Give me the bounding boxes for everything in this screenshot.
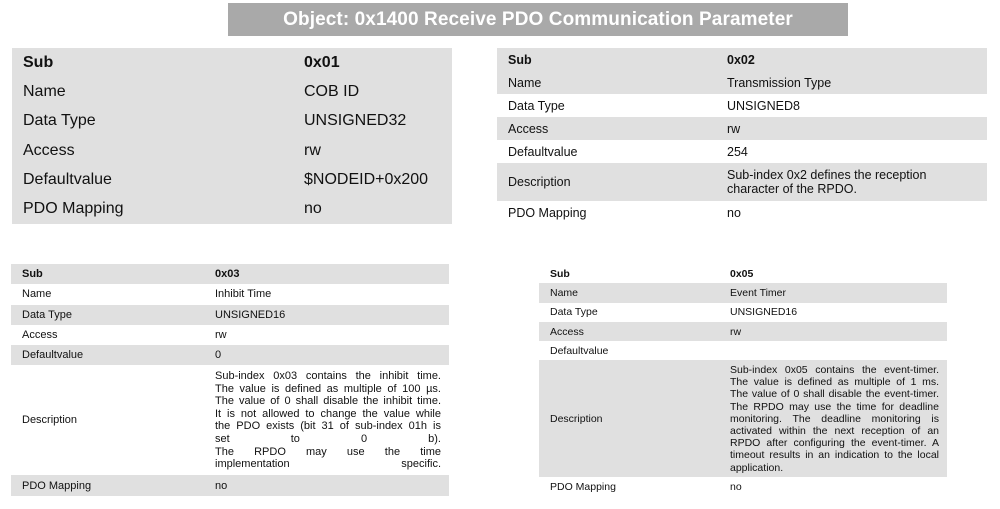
pdo-mapping-value: no: [293, 194, 452, 223]
pdo-mapping-value: no: [716, 201, 987, 224]
description-line: RPDO after configuring the event-timer. A: [730, 437, 939, 450]
table-row: [11, 264, 449, 284]
table-row: [539, 322, 947, 341]
sub-value: 0x05: [719, 264, 947, 283]
access-value: rw: [719, 322, 947, 341]
access-value: rw: [716, 117, 987, 140]
description-line: application.: [730, 461, 784, 474]
table-row: [539, 477, 947, 496]
table-row: [12, 165, 452, 194]
sub-value: 0x03: [204, 264, 449, 284]
data-type-label: Data Type: [11, 305, 204, 325]
description-line: It is not allowed to change the value while: [215, 407, 441, 420]
sub-value: 0x01: [293, 48, 452, 77]
table-row: [497, 71, 987, 94]
default-value: $NODEID+0x200: [293, 165, 452, 194]
default-value: 0: [204, 345, 449, 365]
default-label: Defaultvalue: [539, 341, 719, 360]
description-line: monitoring. The deadline monitoring is: [730, 412, 939, 425]
table-row: [11, 284, 449, 304]
sub-label: Sub: [539, 264, 719, 283]
table-row: [12, 107, 452, 136]
table-row: [539, 283, 947, 302]
name-label: Name: [539, 283, 719, 302]
param-table-sub-03: [11, 264, 449, 496]
description-line: Sub-index 0x03 contains the inhibit time.: [215, 370, 441, 383]
param-table-sub-01: [12, 48, 452, 224]
table-row: [11, 475, 449, 495]
table-row: [497, 117, 987, 140]
sub-label: Sub: [11, 264, 204, 284]
access-label: Access: [539, 322, 719, 341]
access-value: rw: [293, 136, 452, 165]
pdo-mapping-label: PDO Mapping: [12, 194, 293, 223]
name-label: Name: [497, 71, 716, 94]
table-row: [11, 305, 449, 325]
table-row: [497, 201, 987, 224]
description-label: Description: [497, 163, 716, 201]
description-line: The RPDO may use the time: [215, 445, 441, 458]
pdo-mapping-label: PDO Mapping: [11, 475, 204, 495]
description-line: activated within the next reception of an: [730, 425, 939, 438]
pdo-mapping-value: no: [719, 477, 947, 496]
table-row: [12, 77, 452, 106]
sub-label: Sub: [497, 48, 716, 71]
data-type-value: UNSIGNED16: [204, 305, 449, 325]
description-line: The value of 0 shall disable the inhibit time.: [215, 395, 441, 408]
access-label: Access: [497, 117, 716, 140]
description-line: Sub-index 0x05 contains the event-timer.: [730, 364, 939, 377]
description-line: set to 0 b).: [215, 433, 441, 446]
default-label: Defaultvalue: [11, 345, 204, 365]
table-row: [539, 264, 947, 283]
data-type-label: Data Type: [539, 303, 719, 322]
description-line: timeout results in an indication to the local: [730, 449, 939, 462]
table-row: [497, 48, 987, 71]
description-line: Sub-index 0x2 defines the reception: [727, 168, 927, 182]
page-title: Object: 0x1400 Receive PDO Communication Parameter: [228, 3, 848, 36]
table-row: [539, 303, 947, 322]
default-value: [719, 341, 947, 360]
data-type-label: Data Type: [497, 94, 716, 117]
pdo-mapping-label: PDO Mapping: [539, 477, 719, 496]
table-row: [11, 365, 449, 475]
description-line: The value is defined as multiple of 100 µs.: [215, 382, 441, 395]
data-type-value: UNSIGNED8: [716, 94, 987, 117]
access-label: Access: [12, 136, 293, 165]
table-row: [497, 140, 987, 163]
description-label: Description: [539, 360, 719, 477]
description-value: [716, 163, 987, 201]
description-line: The value of 0 shall disable the event-timer.: [730, 388, 939, 401]
param-table-sub-02: [497, 48, 987, 224]
table-row: [539, 360, 947, 477]
name-value: COB ID: [293, 77, 452, 106]
data-type-value: UNSIGNED16: [719, 303, 947, 322]
access-label: Access: [11, 325, 204, 345]
table-row: [11, 325, 449, 345]
sub-label: Sub: [12, 48, 293, 77]
data-type-value: UNSIGNED32: [293, 107, 452, 136]
name-value: Transmission Type: [716, 71, 987, 94]
description-line: The RPDO may use the time for deadline: [730, 400, 939, 413]
name-label: Name: [11, 284, 204, 304]
name-value: Inhibit Time: [204, 284, 449, 304]
name-value: Event Timer: [719, 283, 947, 302]
data-type-label: Data Type: [12, 107, 293, 136]
default-label: Defaultvalue: [12, 165, 293, 194]
default-value: 254: [716, 140, 987, 163]
description-line: implementation specific.: [215, 458, 441, 471]
table-row: [11, 345, 449, 365]
description-line: the PDO exists (bit 31 of sub-index 01h is: [215, 420, 441, 433]
access-value: rw: [204, 325, 449, 345]
pdo-mapping-value: no: [204, 475, 449, 495]
table-row: [12, 194, 452, 223]
table-row: [497, 94, 987, 117]
description-line: The value is defined as multiple of 1 ms.: [730, 376, 939, 389]
description-value: [204, 365, 449, 475]
default-label: Defaultvalue: [497, 140, 716, 163]
param-table-sub-05: [539, 264, 947, 497]
table-row: [539, 341, 947, 360]
name-label: Name: [12, 77, 293, 106]
pdo-mapping-label: PDO Mapping: [497, 201, 716, 224]
table-row: [12, 48, 452, 77]
table-row: [497, 163, 987, 201]
description-line: character of the RPDO.: [727, 182, 857, 196]
sub-value: 0x02: [716, 48, 987, 71]
description-value: [719, 360, 947, 477]
description-label: Description: [11, 365, 204, 475]
table-row: [12, 136, 452, 165]
